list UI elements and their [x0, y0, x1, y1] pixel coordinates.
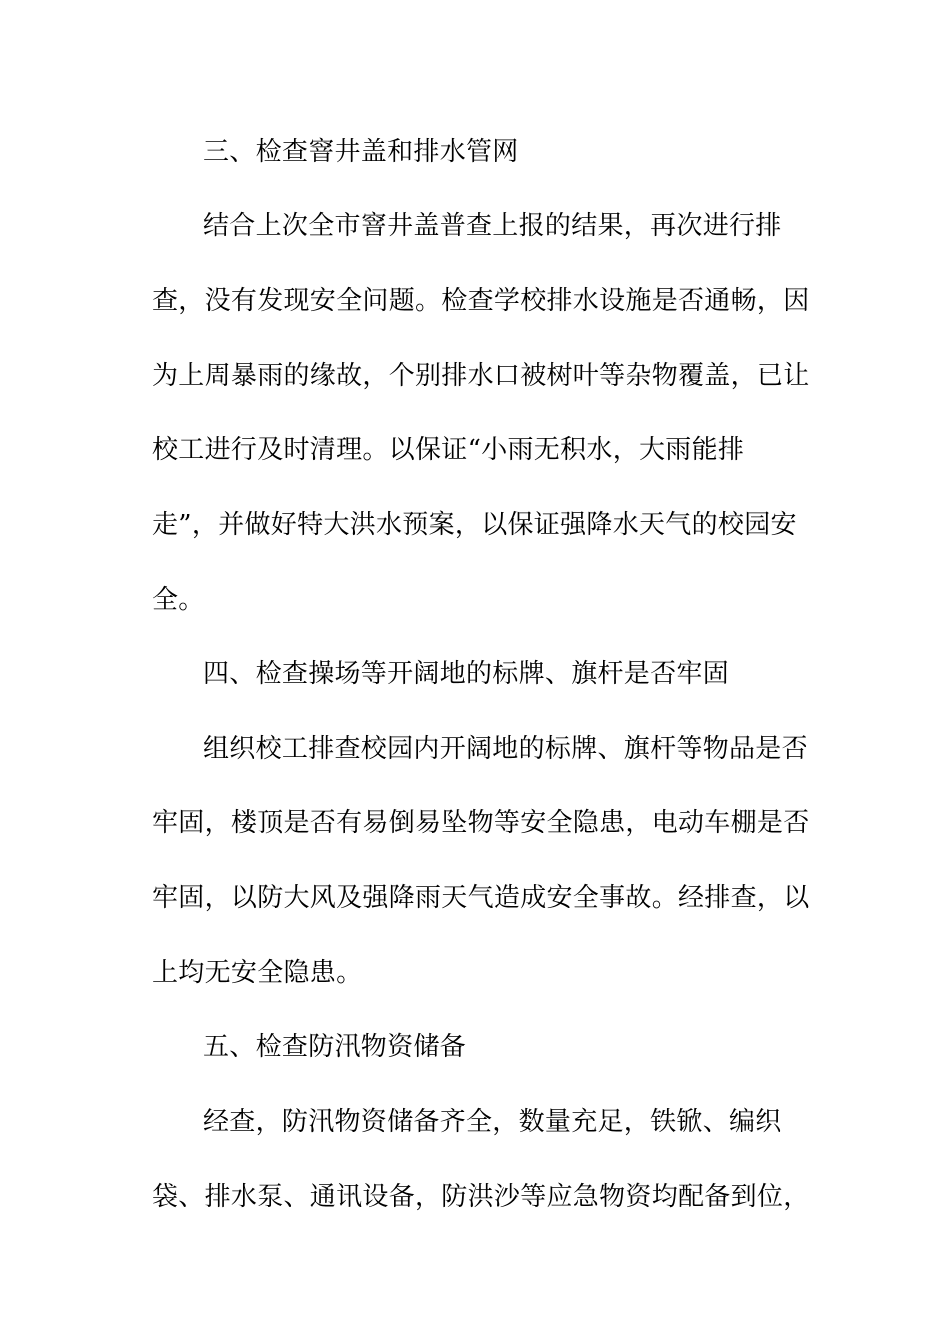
section-heading-5: 五、检查防汛物资储备: [203, 1032, 467, 1062]
paragraph-line: 为上周暴雨的缘故，个别排水口被树叶等杂物覆盖，已让: [152, 361, 810, 391]
paragraph-line: 走”，并做好特大洪水预案，以保证强降水天气的校园安: [152, 510, 797, 540]
paragraph-line: 袋、排水泵、通讯设备，防洪沙等应急物资均配备到位，: [152, 1182, 810, 1212]
paragraph-line: 查，没有发现安全问题。检查学校排水设施是否通畅，因: [152, 286, 810, 316]
paragraph-line: 上均无安全隐患。: [152, 958, 363, 988]
paragraph-line: 组织校工排查校园内开阔地的标牌、旗杆等物品是否: [203, 734, 808, 764]
paragraph-line: 校工进行及时清理。以保证“小雨无积水，大雨能排: [152, 435, 745, 465]
paragraph-line: 牢固，以防大风及强降雨天气造成安全事故。经排查，以: [152, 883, 810, 913]
paragraph-line: 经查，防汛物资储备齐全，数量充足，铁锨、编织: [203, 1107, 782, 1137]
section-heading-4: 四、检查操场等开阔地的标牌、旗杆是否牢固: [203, 659, 730, 689]
section-heading-3: 三、检查窨井盖和排水管网: [203, 137, 519, 167]
paragraph-line: 牢固，楼顶是否有易倒易坠物等安全隐患，电动车棚是否: [152, 808, 810, 838]
paragraph-line: 全。: [152, 585, 205, 615]
paragraph-line: 结合上次全市窨井盖普查上报的结果，再次进行排: [203, 211, 782, 241]
